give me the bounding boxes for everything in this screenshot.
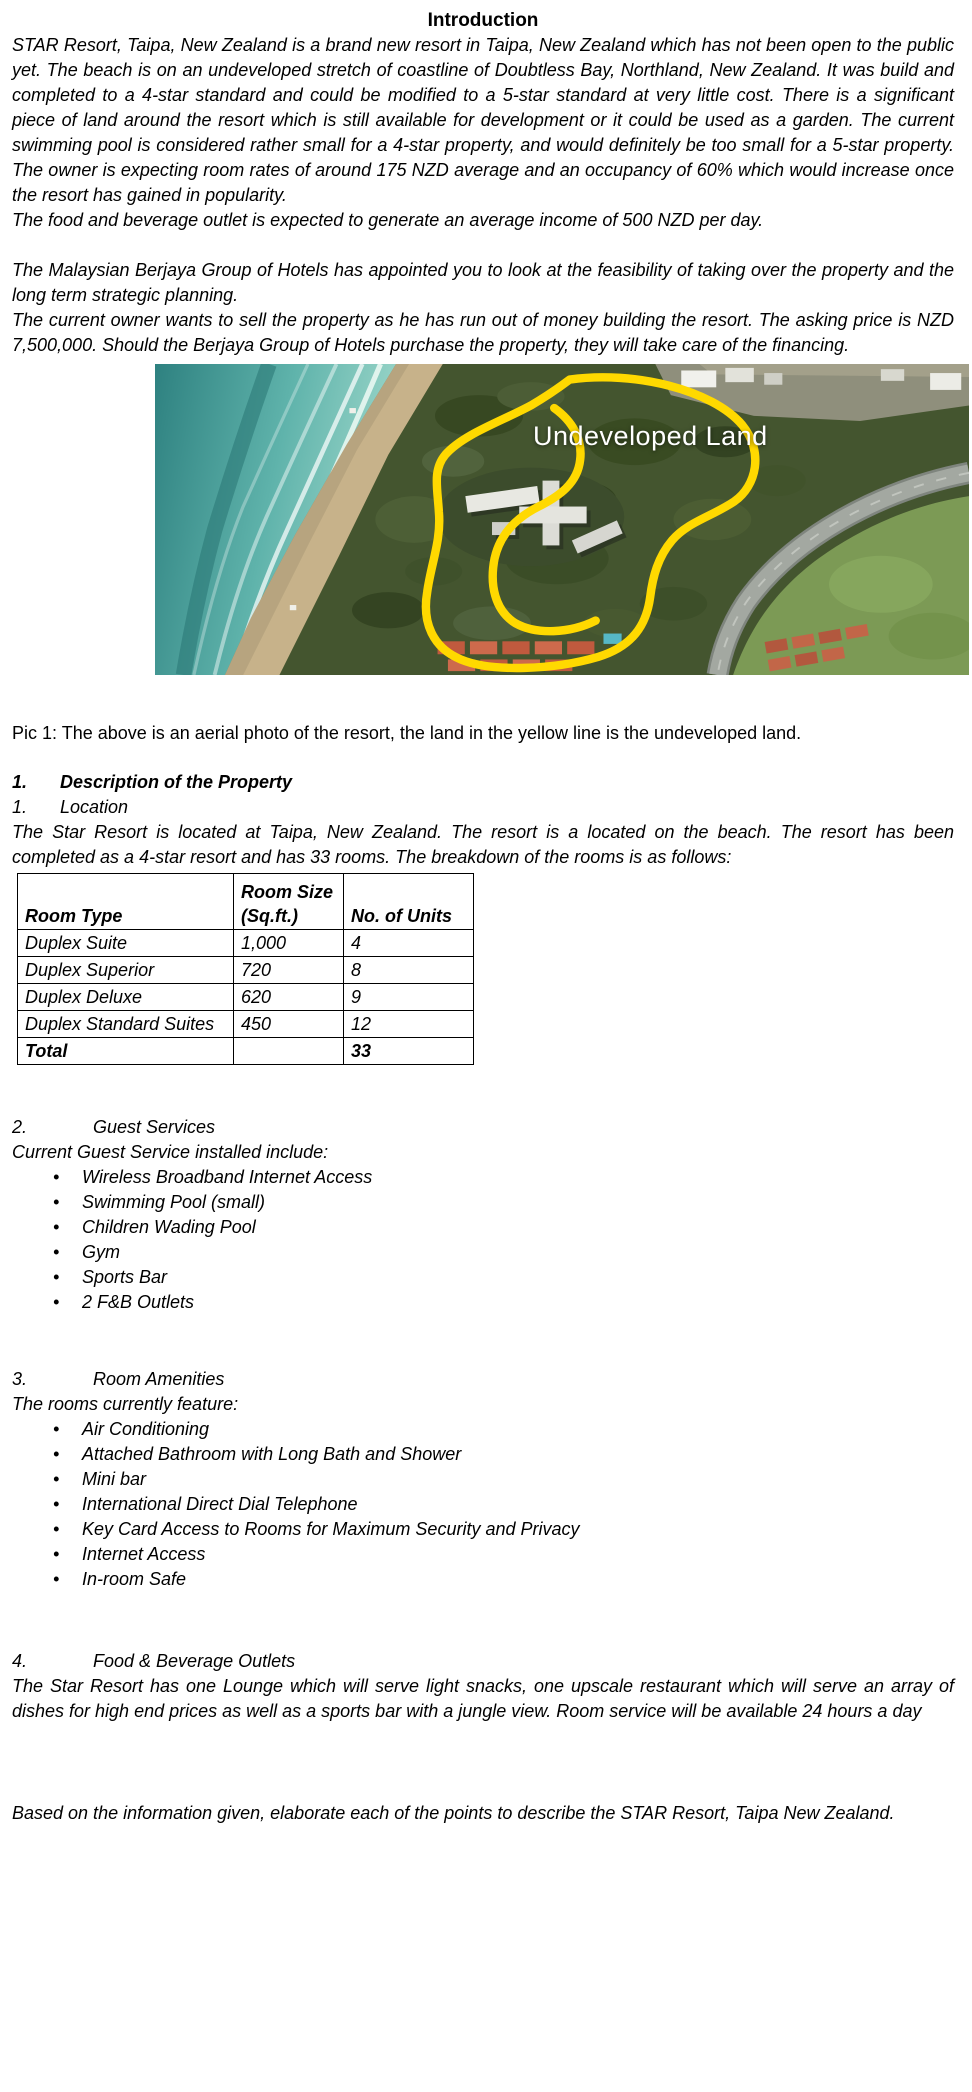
section-1-subheading xyxy=(12,795,954,820)
col-header-room-type: Room Type xyxy=(18,874,234,930)
intro-paragraph-3: The Malaysian Berjaya Group of Hotels has appointed you to look at the feasibility of taking over the property and the long term strategic planning. xyxy=(12,260,954,305)
list-item: • Swimming Pool (small) xyxy=(12,1190,954,1215)
table-total-row: Total 33 xyxy=(18,1038,474,1065)
section-2-heading-text: Guest Services xyxy=(93,1117,216,1137)
col-header-units: No. of Units xyxy=(344,874,474,930)
list-item: • Internet Access xyxy=(12,1542,954,1567)
list-item: • Air Conditioning xyxy=(12,1417,954,1442)
section-1-heading xyxy=(12,770,954,795)
location-paragraph: The Star Resort is located at Taipa, New Zealand. The resort is a located on the beach. The resort has been completed as a 4-star resort and has 33 rooms. The breakdown of the rooms is as follows: xyxy=(12,822,954,867)
guest-services-intro: Current Guest Service installed include: xyxy=(12,1142,329,1162)
section-3-heading xyxy=(12,1367,954,1392)
section-4-heading xyxy=(12,1649,954,1674)
photo-caption: Pic 1: The above is an aerial photo of the resort, the land in the yellow line is the undeveloped land. xyxy=(12,723,802,743)
section-4-number: 4. xyxy=(12,1651,28,1671)
section-2-heading xyxy=(12,1115,954,1140)
undeveloped-land-label: Undeveloped Land xyxy=(533,421,768,451)
section-3-heading-text: Room Amenities xyxy=(93,1369,225,1389)
intro-paragraph-1: STAR Resort, Taipa, New Zealand is a brand new resort in Taipa, New Zealand which has not been open to the public yet. The beach is on an undeveloped stretch of coastline of Doubtless Bay, Northland, New Zealand. It was build and completed to a 4-star standard and could be modified to a 5-star standard at very little cost. There is a significant piece of land around the resort which is still available for development or it could be used as a garden. The current swimming pool is considered rather small for a 4-star property, and would definitely be too small for a 5-star property. The owner is expecting room rates of around 175 NZD average and an occupancy of 60% which would increase once the resort has gained in popularity. xyxy=(12,35,954,205)
table-row: Duplex Standard Suites 450 12 xyxy=(18,1011,474,1038)
page-title: Introduction xyxy=(427,10,539,31)
section-1-number: 1. xyxy=(12,772,28,792)
section-1-subheading-text: Location xyxy=(60,797,129,817)
list-item: • Sports Bar xyxy=(12,1265,954,1290)
food-beverage-paragraph: The Star Resort has one Lounge which will serve light snacks, one upscale restaurant which will serve an array of dishes for high end prices as well as a sports bar with a jungle view. Room service will be available 24 hours a day xyxy=(12,1676,954,1721)
intro-paragraph-2: The food and beverage outlet is expected to generate an average income of 500 NZD per day. xyxy=(12,210,764,230)
section-1-sub-number: 1. xyxy=(12,797,28,817)
pool xyxy=(603,634,621,644)
aerial-photo xyxy=(155,364,969,675)
room-amenities-list xyxy=(12,1417,954,1592)
list-item: • Gym xyxy=(12,1240,954,1265)
room-amenities-intro: The rooms currently feature: xyxy=(12,1394,239,1414)
table-row: Duplex Deluxe 620 9 xyxy=(18,984,474,1011)
list-item: • Key Card Access to Rooms for Maximum Security and Privacy xyxy=(12,1517,954,1542)
intro-paragraph-4: The current owner wants to sell the property as he has run out of money building the resort. The asking price is NZD 7,500,000. Should the Berjaya Group of Hotels purchase the property, they will take care of the financing. xyxy=(12,310,954,355)
guest-services-list xyxy=(12,1165,954,1315)
table-row: Duplex Suite 1,000 4 xyxy=(18,930,474,957)
col-header-room-size: Room Size (Sq.ft.) xyxy=(234,874,344,930)
table-header-row xyxy=(18,874,474,930)
list-item: • Wireless Broadband Internet Access xyxy=(12,1165,954,1190)
closing-paragraph: Based on the information given, elaborate each of the points to describe the STAR Resort, Taipa New Zealand. xyxy=(12,1803,895,1823)
list-item: • In-room Safe xyxy=(12,1567,954,1592)
satellite-image xyxy=(155,364,969,675)
room-breakdown-table xyxy=(17,873,474,1065)
list-item: • International Direct Dial Telephone xyxy=(12,1492,954,1517)
list-item: • Mini bar xyxy=(12,1467,954,1492)
section-1-heading-text: Description of the Property xyxy=(60,772,293,792)
list-item: • Children Wading Pool xyxy=(12,1215,954,1240)
section-2-number: 2. xyxy=(12,1117,28,1137)
list-item: • Attached Bathroom with Long Bath and Shower xyxy=(12,1442,954,1467)
section-3-number: 3. xyxy=(12,1369,28,1389)
section-4-heading-text: Food & Beverage Outlets xyxy=(93,1651,296,1671)
list-item: • 2 F&B Outlets xyxy=(12,1290,954,1315)
table-row: Duplex Superior 720 8 xyxy=(18,957,474,984)
